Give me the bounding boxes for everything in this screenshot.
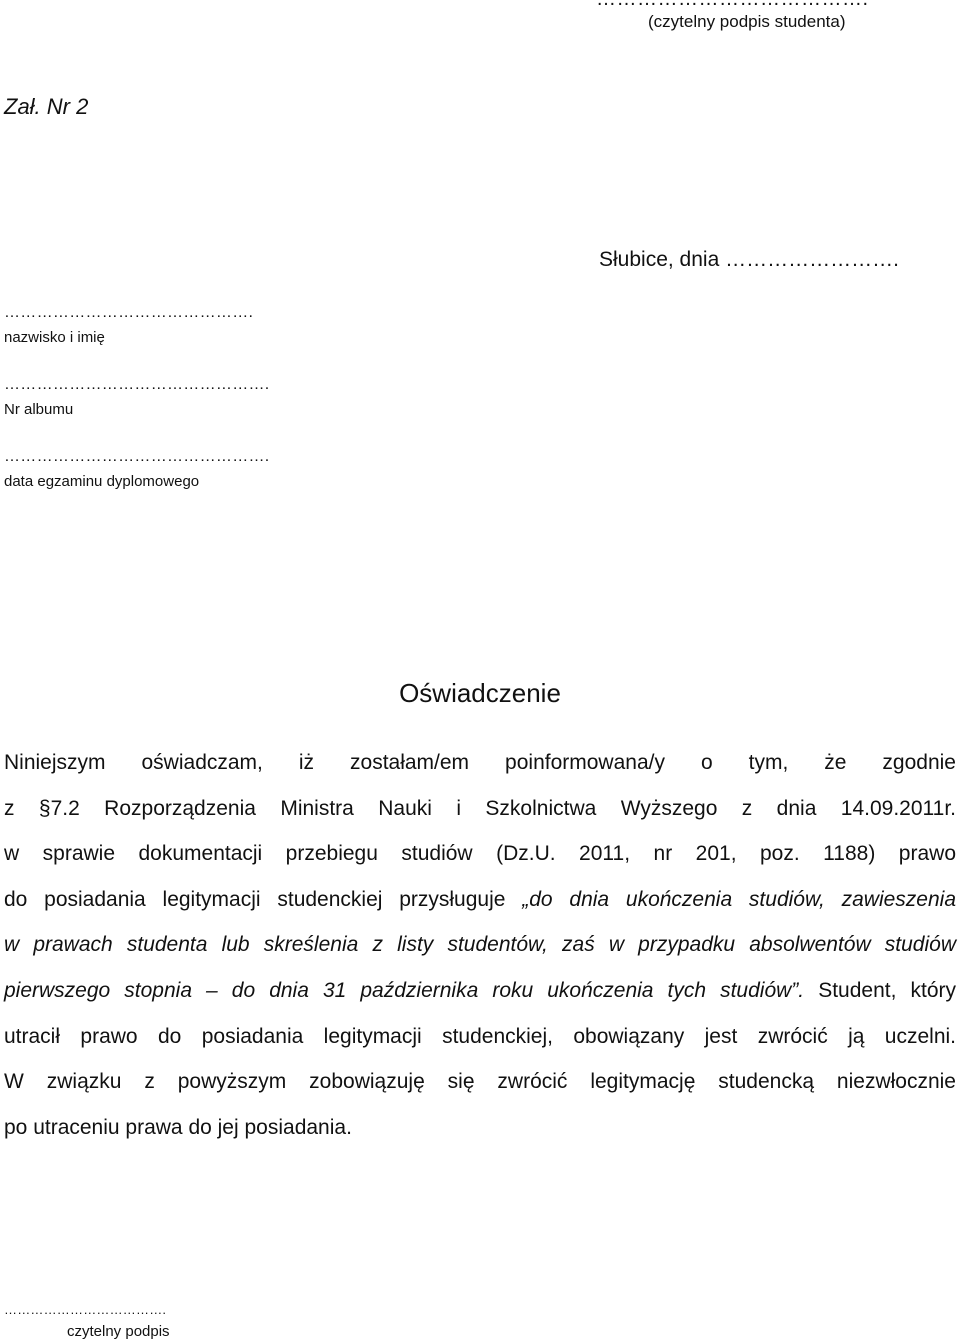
- body-line: [4, 968, 956, 1014]
- body-line: utracił prawo do posiadania legitymacji studenckiej, obowiązany jest zwrócić ją uczelni.: [4, 1024, 956, 1048]
- exam-date-field-dots: ………………………………………….: [4, 448, 270, 465]
- bottom-signature-dots: ……………………………….: [4, 1302, 167, 1317]
- body-line-italic: „do dnia ukończenia studiów, zawieszenia: [522, 887, 957, 911]
- body-line: w sprawie dokumentacji przebiegu studiów (Dz.U. 2011, nr 201, poz. 1188) prawo: [4, 842, 956, 866]
- name-field-label: nazwisko i imię: [4, 329, 105, 346]
- album-field-label: Nr albumu: [4, 401, 74, 418]
- body-line: po utraceniu prawa do jej posiadania.: [4, 1115, 352, 1139]
- body-line-plain: do posiadania legitymacji studenckiej przysługuje: [4, 887, 506, 911]
- body-line: W związku z powyższym zobowiązuję się zwrócić legitymację studencką niezwłocznie: [4, 1070, 956, 1094]
- top-signature-label: (czytelny podpis studenta): [648, 12, 846, 31]
- body-line: z §7.2 Rozporządzenia Ministra Nauki i Szkolnictwa Wyższego z dnia 14.09.2011r.: [4, 796, 956, 820]
- attachment-number: Zał. Nr 2: [4, 94, 89, 119]
- top-signature-dots: [596, 0, 869, 11]
- statement-body: [4, 740, 956, 1150]
- album-field-dots: ………………………………………….: [4, 376, 270, 393]
- body-line-italic: w prawach studenta lub skreślenia z listy studentów, zaś w przypadku absolwentów studiów: [4, 933, 956, 957]
- name-field-dots: ……………………………………….: [4, 304, 254, 321]
- body-line-plain: Student, który: [818, 978, 956, 1002]
- document-title: Oświadczenie: [399, 678, 561, 708]
- body-line: [4, 922, 956, 968]
- exam-date-field-label: data egzaminu dyplomowego: [4, 473, 200, 490]
- bottom-signature-label: czytelny podpis: [67, 1323, 170, 1340]
- body-line-italic: pierwszego stopnia – do dnia 31 października roku ukończenia tych studiów”.: [4, 978, 805, 1002]
- body-line: Niniejszym oświadczam, iż zostałam/em poinformowana/y o tym, że zgodnie: [4, 751, 956, 774]
- body-line: [4, 877, 956, 923]
- place-date-line: Słubice, dnia …………………….: [599, 248, 899, 271]
